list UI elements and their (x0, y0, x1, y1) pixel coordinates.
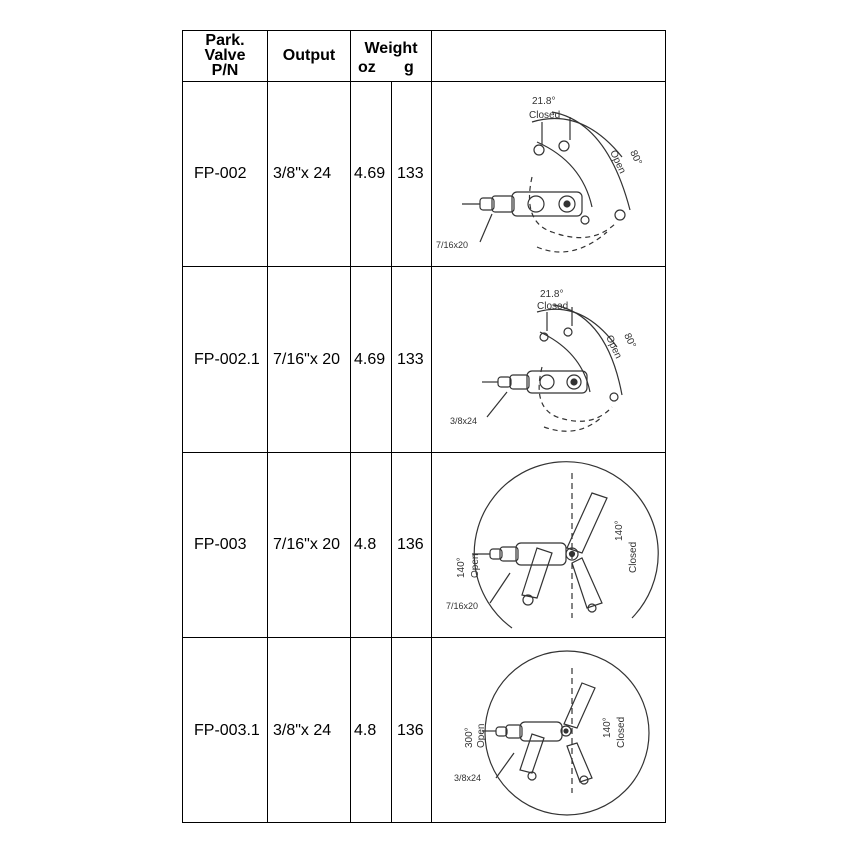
thread-size-label: 3/8x24 (454, 773, 482, 783)
cell-part-number: FP-002.1 (194, 351, 260, 368)
open-angle-label: 80° (627, 148, 644, 167)
closed-label: Closed (529, 110, 561, 121)
table-border-top (182, 30, 666, 31)
column-divider (267, 30, 268, 823)
open-label: Open (607, 148, 628, 176)
cell-part-number: FP-003 (194, 536, 247, 553)
header-output: Output (282, 47, 336, 64)
cell-part-number: FP-002 (194, 165, 247, 182)
table-border-bottom (182, 822, 666, 823)
cell-weight-g: 136 (397, 722, 424, 739)
open-label: Open (603, 333, 624, 361)
header-weight: Weight (364, 40, 418, 57)
valve-drawing (432, 453, 665, 637)
column-divider (391, 81, 392, 823)
cell-output: 3/8"x 24 (273, 722, 332, 739)
header-part-number (183, 33, 267, 78)
closed-angle-label: 21.8° (532, 96, 556, 107)
cell-weight-oz: 4.8 (354, 722, 377, 739)
thread-size-label: 7/16x20 (446, 601, 479, 611)
thread-size-label: 7/16x20 (436, 240, 469, 250)
header-weight-g: g (404, 59, 414, 76)
cell-weight-oz: 4.69 (354, 165, 386, 182)
cell-weight-g: 133 (397, 351, 424, 368)
closed-label: Closed (537, 301, 569, 312)
thread-size-label: 3/8x24 (450, 416, 478, 426)
closed-label: Closed (628, 541, 639, 573)
open-angle-label: 300° (464, 727, 475, 748)
valve-drawing (432, 82, 665, 266)
closed-label: Closed (616, 716, 627, 748)
cell-output: 7/16"x 20 (273, 351, 341, 368)
closed-angle-label: 21.8° (540, 289, 564, 300)
open-label: Open (476, 723, 487, 748)
column-divider (350, 30, 351, 823)
table-border-right (665, 30, 666, 823)
header-weight-oz: oz (358, 59, 376, 76)
valve-drawing (432, 267, 665, 452)
open-label: Open (470, 553, 481, 578)
cell-output: 7/16"x 20 (273, 536, 341, 553)
valve-drawing (432, 638, 665, 822)
open-angle-label: 140° (456, 557, 467, 578)
header-pn-line2: Valve (204, 47, 246, 64)
header-pn-line3: P/N (211, 62, 239, 79)
cell-weight-g: 136 (397, 536, 424, 553)
table-border-left (182, 30, 183, 823)
open-angle-label: 80° (621, 331, 638, 350)
closed-angle-label: 140° (614, 520, 625, 541)
cell-output: 3/8"x 24 (273, 165, 332, 182)
header-pn-line1: Park. (205, 32, 245, 49)
closed-angle-label: 140° (602, 717, 613, 738)
cell-weight-oz: 4.69 (354, 351, 386, 368)
cell-part-number: FP-003.1 (194, 722, 260, 739)
cell-weight-oz: 4.8 (354, 536, 377, 553)
cell-weight-g: 133 (397, 165, 424, 182)
